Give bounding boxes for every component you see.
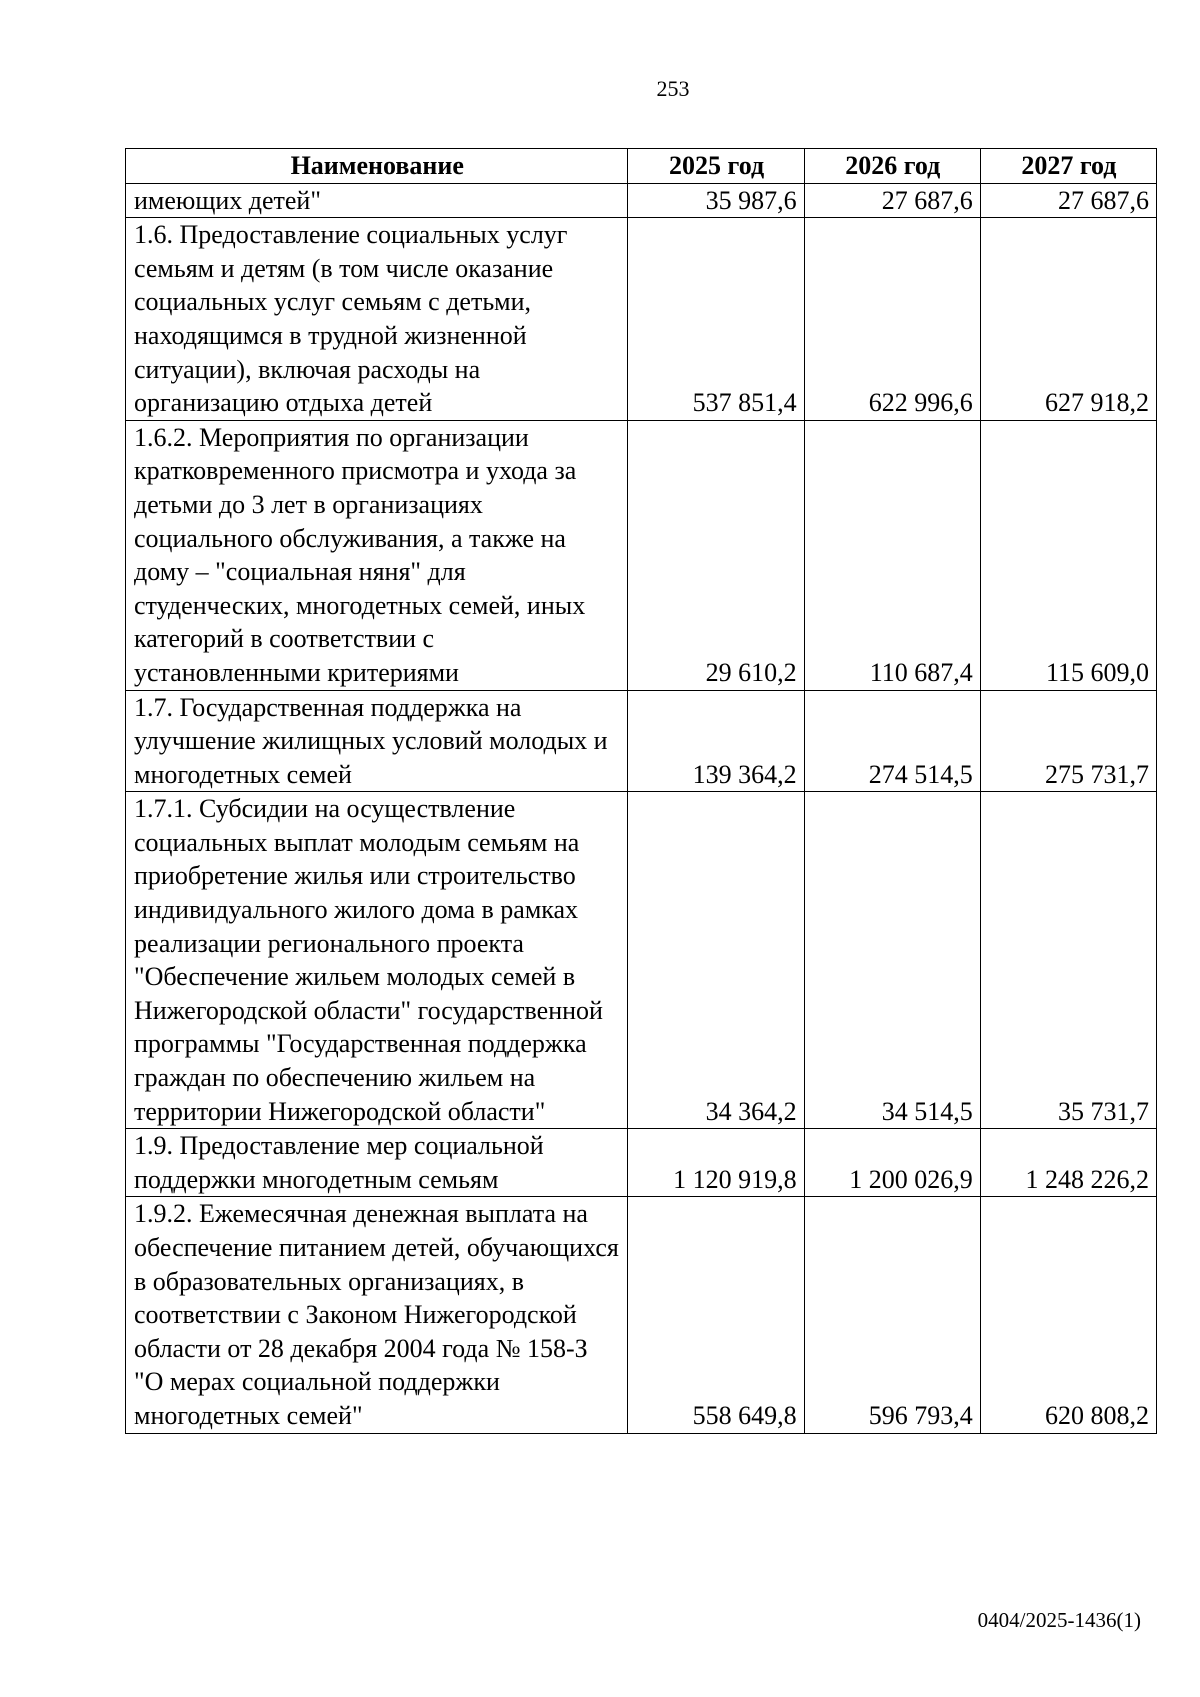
table-row	[126, 1197, 1157, 1433]
value-2027: 627 918,2	[980, 218, 1156, 421]
table-row	[126, 218, 1157, 421]
value-2027: 35 731,7	[980, 792, 1156, 1129]
table-row	[126, 690, 1157, 792]
budget-table	[125, 148, 1157, 1434]
value-2026: 596 793,4	[804, 1197, 980, 1433]
page-number: 253	[656, 76, 690, 101]
row-name: 1.6. Предоставление социальных услуг семьям и детям (в том числе оказание социальных услуг семьям с детьми, находящимся в трудной жизненной ситуации), включая расходы на организацию отдыха детей	[126, 218, 628, 421]
table-row	[126, 1129, 1157, 1197]
table-header-row	[126, 149, 1157, 184]
row-name: 1.6.2. Мероприятия по организации кратковременного присмотра и ухода за детьми до 3 лет в организациях социального обслуживания, а также на дому – "социальная няня" для студенческих, многодетных семей, иных категорий в соответствии с установленными критериями	[126, 420, 628, 690]
row-name: 1.9. Предоставление мер социальной поддержки многодетным семьям	[126, 1129, 628, 1197]
value-2025: 537 851,4	[628, 218, 804, 421]
header-name: Наименование	[126, 149, 628, 184]
value-2027: 275 731,7	[980, 690, 1156, 792]
value-2026: 34 514,5	[804, 792, 980, 1129]
row-name: 1.9.2. Ежемесячная денежная выплата на обеспечение питанием детей, обучающихся в образовательных организациях, в соответствии с Законом Нижегородской области от 28 декабря 2004 года № 158-З "О мерах социальной поддержки многодетных семей"	[126, 1197, 628, 1433]
value-2027: 27 687,6	[980, 183, 1156, 218]
value-2025: 139 364,2	[628, 690, 804, 792]
value-2027: 115 609,0	[980, 420, 1156, 690]
value-2027: 620 808,2	[980, 1197, 1156, 1433]
value-2026: 1 200 026,9	[804, 1129, 980, 1197]
row-name: 1.7.1. Субсидии на осуществление социальных выплат молодым семьям на приобретение жилья или строительство индивидуального жилого дома в рамках реализации регионального проекта "Обеспечение жильем молодых семей в Нижегородской области" государственной программы "Государственная поддержка граждан по обеспечению жильем на территории Нижегородской области"	[126, 792, 628, 1129]
header-2026: 2026 год	[804, 149, 980, 184]
document-code: 0404/2025-1436(1)	[977, 1608, 1141, 1632]
table-row	[126, 183, 1157, 218]
value-2025: 558 649,8	[628, 1197, 804, 1433]
value-2026: 27 687,6	[804, 183, 980, 218]
row-name: 1.7. Государственная поддержка на улучшение жилищных условий молодых и многодетных семей	[126, 690, 628, 792]
value-2025: 35 987,6	[628, 183, 804, 218]
row-name: имеющих детей"	[126, 183, 628, 218]
value-2026: 274 514,5	[804, 690, 980, 792]
value-2025: 29 610,2	[628, 420, 804, 690]
value-2025: 34 364,2	[628, 792, 804, 1129]
header-2027: 2027 год	[980, 149, 1156, 184]
header-2025: 2025 год	[628, 149, 804, 184]
table-row	[126, 792, 1157, 1129]
value-2026: 110 687,4	[804, 420, 980, 690]
value-2025: 1 120 919,8	[628, 1129, 804, 1197]
value-2027: 1 248 226,2	[980, 1129, 1156, 1197]
value-2026: 622 996,6	[804, 218, 980, 421]
table-row	[126, 420, 1157, 690]
